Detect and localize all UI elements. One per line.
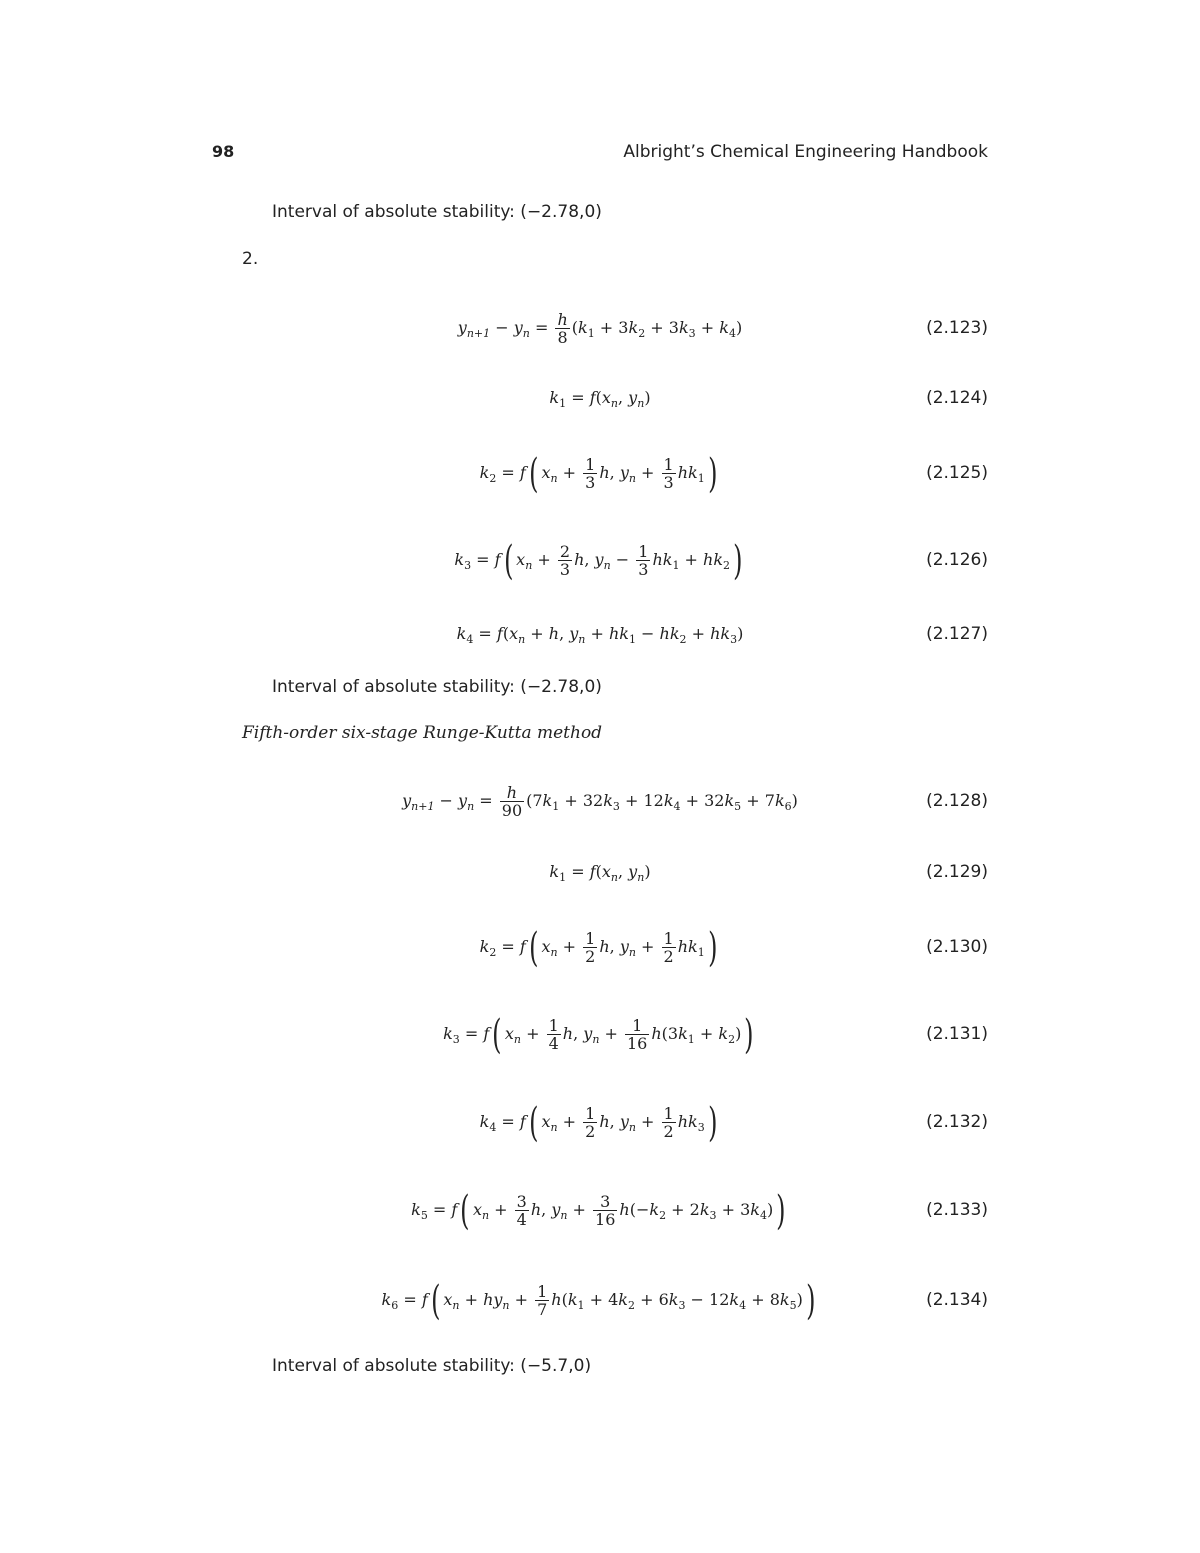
running-title: Albright’s Chemical Engineering Handbook xyxy=(623,142,988,162)
equation-2-126 xyxy=(212,530,988,590)
equation-number: (2.133) xyxy=(926,1200,988,1220)
equation-2-130 xyxy=(212,917,988,977)
equation-number: (2.123) xyxy=(926,318,988,338)
equation-body: $k_2 = f$( $x_n$ + $\frac{1}{2}$ h, $y_n$ + $\frac{1}{2}$ $hk_1$) xyxy=(479,924,718,971)
equation-number: (2.132) xyxy=(926,1112,988,1132)
equation-2-125 xyxy=(212,443,988,503)
equation-body: $y_{n+1} - y_n$ = $\frac{h}{90}$ $(7k_1 + 32k_3 + 12k_4 + 32k_5 + 7k_6)$ xyxy=(402,782,798,820)
equation-2-123 xyxy=(212,298,988,358)
equation-number: (2.130) xyxy=(926,937,988,957)
equation-body: $k_4 = f(x_n + h$, $y_n + hk_1 - hk_2 + hk_3$) xyxy=(456,624,744,647)
list-item-number: 2. xyxy=(242,249,259,269)
equation-body: $k_1 = f(x_n$, $y_n$) xyxy=(549,388,651,411)
section-heading: Fifth-order six-stage Runge-Kutta method xyxy=(242,723,603,743)
equation-number: (2.134) xyxy=(926,1290,988,1310)
equation-number: (2.127) xyxy=(926,624,988,644)
equation-body: $k_4 = f$( $x_n$ + $\frac{1}{2}$ h, $y_n$ + $\frac{1}{2}$ $hk_3$) xyxy=(479,1099,718,1146)
equation-body: $k_5 = f$( $x_n$ + $\frac{3}{4}$ h, $y_n$ + $\frac{3}{16}$ $h(-k_2 + 2k_3 + 3k_4)$) xyxy=(411,1187,786,1234)
equation-2-132 xyxy=(212,1092,988,1152)
equation-2-124 xyxy=(212,368,988,428)
equation-body: $k_6 = f$( $x_n + hy_n$ + $\frac{1}{7}$ $h(k_1 + 4k_2 + 6k_3 - 12k_4 + 8k_5)$) xyxy=(381,1277,816,1324)
equation-2-127 xyxy=(212,604,988,664)
page-number: 98 xyxy=(212,142,235,161)
equation-body: $k_3 = f$( $x_n$ + $\frac{2}{3}$ h, $y_n$ − $\frac{1}{3}$ $hk_1 + hk_2$) xyxy=(454,537,743,584)
equation-body: $k_1 = f(x_n$, $y_n$) xyxy=(549,862,651,885)
equation-2-134 xyxy=(212,1270,988,1330)
equation-number: (2.128) xyxy=(926,791,988,811)
equation-2-129 xyxy=(212,842,988,902)
stability-note-2: Interval of absolute stability: (−2.78,0) xyxy=(272,677,602,697)
stability-note-1: Interval of absolute stability: (−2.78,0) xyxy=(272,202,602,222)
equation-number: (2.124) xyxy=(926,388,988,408)
equation-2-133 xyxy=(212,1180,988,1240)
equation-2-128 xyxy=(212,771,988,831)
equation-number: (2.126) xyxy=(926,550,988,570)
equation-body: $k_2 = f$( $x_n$ + $\frac{1}{3}$ h, $y_n$ + $\frac{1}{3}$ $hk_1$) xyxy=(479,450,718,497)
page-header xyxy=(212,142,988,166)
equation-body: $y_{n+1} - y_n$ = $\frac{h}{8}$ $(k_1 + 3k_2 + 3k_3 + k_4)$ xyxy=(457,309,743,347)
equation-2-131 xyxy=(212,1004,988,1064)
equation-number: (2.125) xyxy=(926,463,988,483)
equation-number: (2.131) xyxy=(926,1024,988,1044)
stability-note-3: Interval of absolute stability: (−5.7,0) xyxy=(272,1356,592,1376)
equation-body: $k_3 = f$( $x_n$ + $\frac{1}{4}$ h, $y_n$ + $\frac{1}{16}$ $h(3k_1 + k_2)$) xyxy=(443,1011,754,1058)
equation-number: (2.129) xyxy=(926,862,988,882)
